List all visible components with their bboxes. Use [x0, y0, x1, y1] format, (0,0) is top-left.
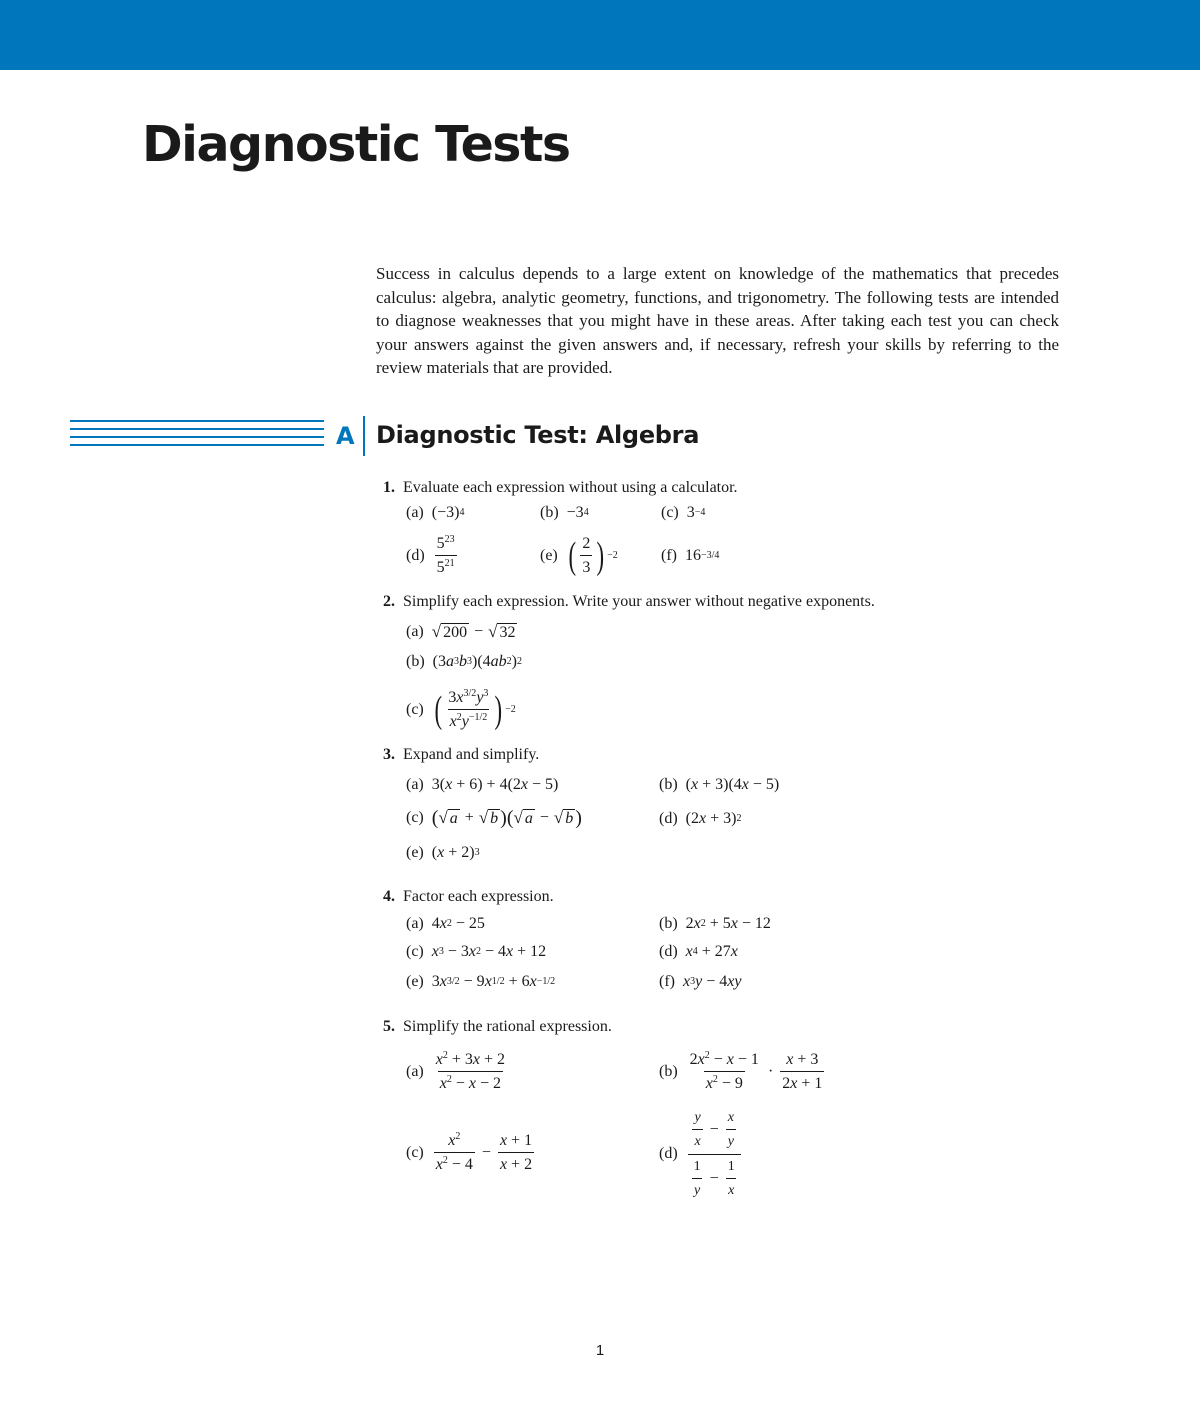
- problem-number: 3.: [383, 746, 395, 763]
- problem-5: [383, 1017, 612, 1037]
- problem-4c: (c) x 3 − 3 x 2 − 4 x + 12: [406, 943, 547, 960]
- problem-4b: (b) 2 x 2 + 5 x − 12: [659, 915, 771, 932]
- problem-number: 4.: [383, 888, 395, 905]
- problem-text: Expand and simplify.: [403, 746, 540, 763]
- section-rule-lines: [70, 420, 324, 452]
- problem-2c: (c) ( $\frac{3x^{3/2}y^3}{x^2y^{-1/2}}$ ) −2: [406, 688, 516, 731]
- problem-1b: (b) −3 4: [540, 504, 589, 521]
- top-banner: [0, 0, 1200, 70]
- problem-3a: (a) 3( x + 6) + 4(2 x − 5): [406, 776, 559, 793]
- problem-number: 5.: [383, 1018, 395, 1035]
- problem-2: [383, 592, 875, 612]
- problem-3c: (c) ( √ a + √ b )( √ a − √ b ): [406, 807, 582, 829]
- problem-text: Simplify each expression. Write your answer without negative exponents.: [403, 593, 875, 610]
- problem-1f: (f) 16 −3/4: [661, 547, 720, 564]
- problem-5a: (a) $\frac{x^2 + 3x + 2}{x^2 - x - 2}$: [406, 1050, 506, 1092]
- problem-3b: (b) ( x + 3)(4 x − 5): [659, 776, 780, 793]
- intro-paragraph: Success in calculus depends to a large extent on knowledge of the mathematics that precedes calculus: algebra, analytic geometry, functions, and trigonometry. The following tests are intended to diagnose weaknesses that you might have in these areas. After taking each test you can check your answers against the given answers and, if necessary, refresh your skills by referring to the review materials that are provided.: [376, 264, 1059, 377]
- page-title: Diagnostic Tests: [142, 116, 570, 173]
- problem-number: 2.: [383, 593, 395, 610]
- problem-3: [383, 745, 539, 765]
- problem-1: [383, 478, 738, 498]
- problem-4f: (f) x 3 y − 4 xy: [659, 973, 742, 990]
- section-letter: A: [336, 422, 355, 450]
- problem-text: Simplify the rational expression.: [403, 1018, 612, 1035]
- problem-2b: (b) (3 a 3 b 3 )(4 ab 2 ) 2: [406, 653, 522, 670]
- problem-4: [383, 887, 554, 907]
- problem-1e: (e) ( $\frac{2}{3}$ ) −2: [540, 535, 618, 577]
- problem-1a: (a) (−3) 4: [406, 504, 465, 521]
- problem-1c: (c) 3 −4: [661, 504, 706, 521]
- problem-5b: (b) $\frac{2x^2 - x - 1}{x^2 - 9}$ · $\frac{x + 3}{2x + 1}$: [659, 1050, 823, 1092]
- page-number: 1: [595, 1342, 605, 1359]
- problem-3d: (d) (2 x + 3) 2: [659, 810, 742, 827]
- problem-1d: (d) $\frac{5^{23}}{5^{21}}$: [406, 534, 455, 576]
- section-divider: [363, 416, 365, 456]
- problem-4e: (e) 3 x 3/2 − 9 x 1/2 + 6 x −1/2: [406, 973, 556, 990]
- problem-4a: (a) 4 x 2 − 25: [406, 915, 485, 932]
- problem-text: Factor each expression.: [403, 888, 554, 905]
- problem-5d: (d) $\frac{y}{x}$ − $\frac{x}{y}$ $\frac{1}{y}$ − $\frac{1}{x}$: [659, 1106, 743, 1202]
- problem-3e: (e) ( x + 2) 3: [406, 844, 480, 861]
- problem-number: 1.: [383, 479, 395, 496]
- problem-5c: (c) $\frac{x^2}{x^2 - 4}$ − $\frac{x + 1}{x + 2}$: [406, 1131, 533, 1173]
- problem-text: Evaluate each expression without using a calculator.: [403, 479, 738, 496]
- problem-4d: (d) x 4 + 27 x: [659, 943, 738, 960]
- problem-2a: (a) √ 200 − √ 32: [406, 622, 516, 641]
- section-title: Diagnostic Test: Algebra: [376, 421, 700, 449]
